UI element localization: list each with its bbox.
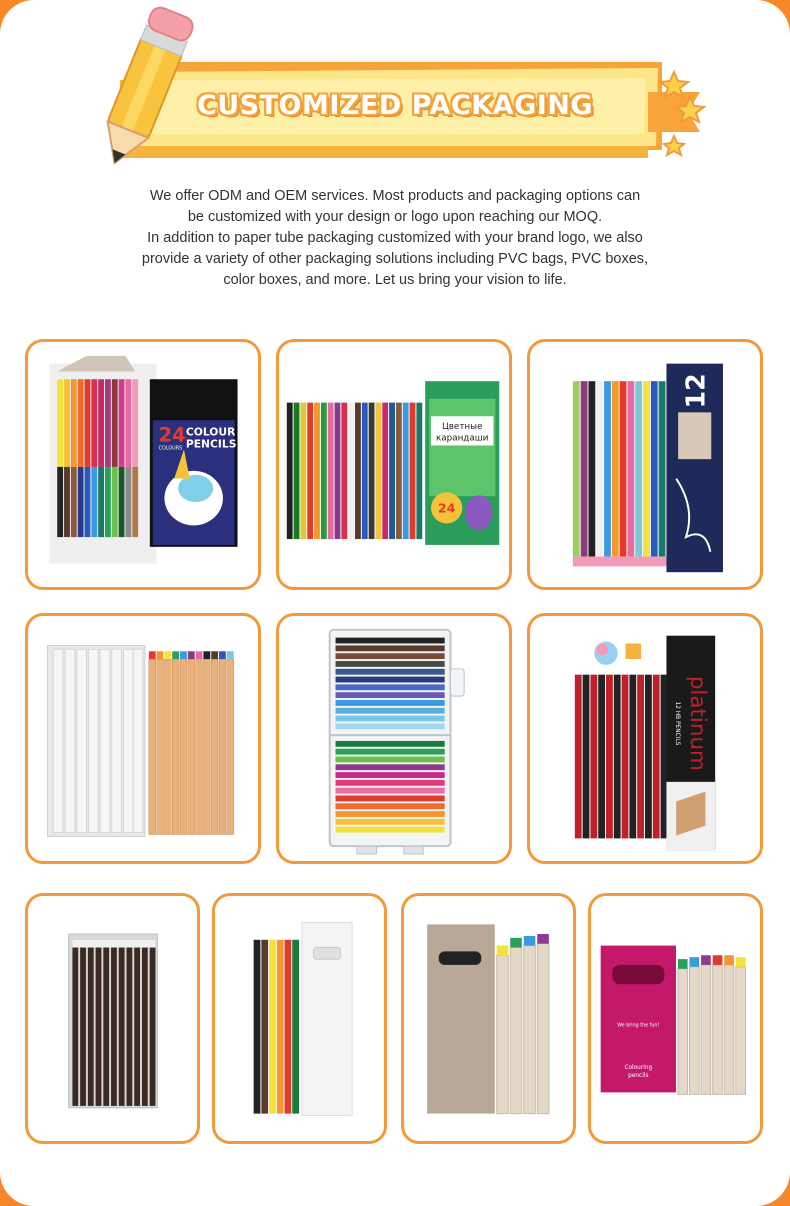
product-card-kraft-box[interactable]: [401, 893, 576, 1144]
product-card-pvc-box[interactable]: [276, 613, 512, 864]
pencil-row: [72, 948, 155, 1106]
product-card-white-box[interactable]: [212, 893, 387, 1144]
box-name: pencils: [628, 1072, 649, 1079]
box-label: Цветные: [441, 421, 483, 432]
intro-text: [120, 186, 670, 291]
box-title: PENCILS: [185, 437, 237, 451]
pencil-row: [678, 965, 746, 1094]
pencil-row: [497, 944, 549, 1114]
product-image: [279, 616, 509, 861]
box-title: COLOUR: [185, 425, 236, 439]
product-card-paper-box-24[interactable]: [25, 339, 261, 590]
pencil-row: [573, 381, 666, 556]
box-name: Colouring: [624, 1065, 653, 1072]
box-spec: 12 HB PENCILS: [674, 701, 681, 746]
product-image: [530, 616, 760, 861]
box-small-text: COLOURS: [158, 445, 183, 452]
product-image: [215, 896, 384, 1141]
product-image: [404, 896, 573, 1141]
product-image: [530, 342, 760, 587]
box-slogan: We bring the fun!: [617, 1023, 660, 1029]
product-image: [28, 896, 197, 1141]
intro-line: be customized with your design or logo upon reaching our MOQ.: [187, 209, 603, 225]
box-badge: 24: [437, 500, 456, 516]
product-card-hb-box[interactable]: [527, 613, 763, 864]
pencil-row: [254, 940, 299, 1114]
wrapped-pencil-row: [53, 649, 143, 832]
product-image: [28, 616, 258, 861]
product-image: [28, 342, 258, 587]
product-image: [591, 896, 760, 1141]
product-card-pvc-bag[interactable]: [25, 613, 261, 864]
product-card-dark-box-12[interactable]: [527, 339, 763, 590]
intro-line: provide a variety of other packaging solutions including PVC bags, PVC boxes,: [141, 251, 649, 267]
box-brand: platinum: [684, 675, 710, 771]
intro-line: In addition to paper tube packaging customized with your brand logo, we also: [147, 230, 643, 246]
star-icon: [664, 136, 684, 155]
product-image: [279, 342, 509, 587]
pencil-tips: [149, 651, 234, 659]
header-banner: [0, 0, 790, 180]
box-number: 12: [680, 373, 711, 409]
pencil-row: [287, 403, 422, 539]
intro-line: color boxes, and more. Let us bring your vision to life.: [223, 272, 567, 288]
product-card-graphite-bag[interactable]: [25, 893, 200, 1144]
pencil-row: [575, 675, 668, 839]
page-title: CUSTOMIZED PACKAGING: [196, 90, 594, 121]
pencil-row: [149, 659, 234, 834]
box-label: карандаши: [435, 433, 489, 444]
product-card-magenta-box[interactable]: [588, 893, 763, 1144]
box-count: 24: [158, 423, 186, 447]
intro-line: We offer ODM and OEM services. Most products and packaging options can: [149, 188, 641, 204]
product-card-color-box-ru[interactable]: [276, 339, 512, 590]
